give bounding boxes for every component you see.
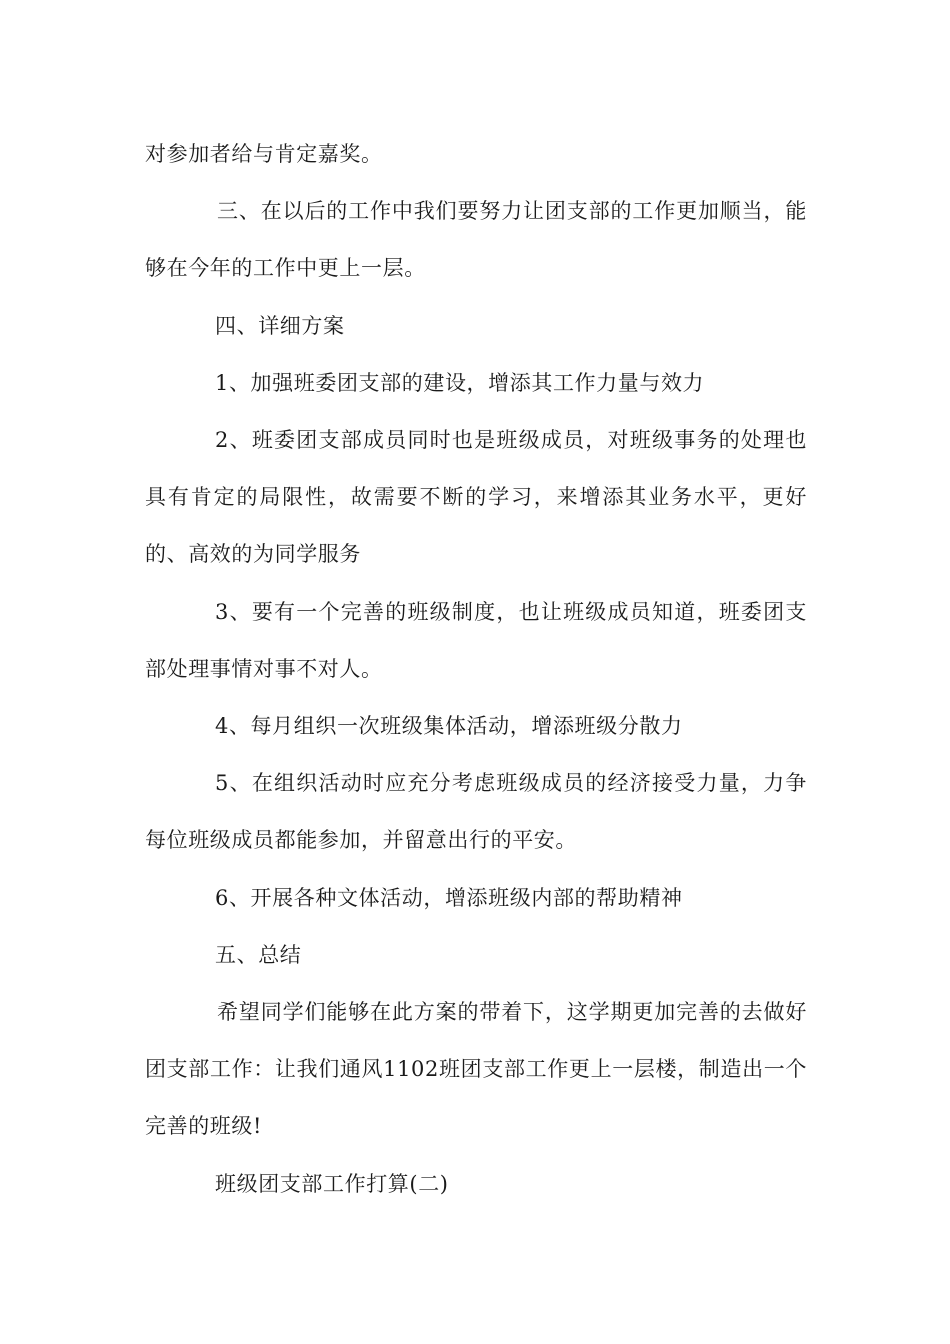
plan-item-1: 1、加强班委团支部的建设，增添其工作力量与效力	[215, 370, 705, 395]
plan-item-3: 3、要有一个完善的班级制度，也让班级成员知道，班委团支部处理事情对事不对人。	[145, 599, 807, 681]
heading-detailed-plan: 四、详细方案	[215, 313, 345, 338]
plan-item-6: 6、开展各种文体活动，增添班级内部的帮助精神	[215, 885, 683, 910]
paragraph-summary: 希望同学们能够在此方案的带着下，这学期更加完善的去做好团支部工作：让我们通风1102班团支部工作更上一层楼，制造出一个完善的班级!	[145, 1000, 807, 1139]
document-body	[145, 126, 807, 1213]
paragraph-award-continuation: 对参加者给与肯定嘉奖。	[145, 142, 383, 166]
heading-work-plan-two: 班级团支部工作打算(二)	[215, 1171, 449, 1196]
paragraph-section-three: 三、在以后的工作中我们要努力让团支部的工作更加顺当，能够在今年的工作中更上一层。	[145, 199, 807, 281]
plan-item-2: 2、班委团支部成员同时也是班级成员，对班级事务的处理也具有肯定的局限性，故需要不断的学习，来增添其业务水平，更好的、高效的为同学服务	[145, 428, 807, 567]
plan-item-5: 5、在组织活动时应充分考虑班级成员的经济接受力量，力争每位班级成员都能参加，并留意出行的平安。	[145, 771, 807, 853]
plan-item-4: 4、每月组织一次班级集体活动，增添班级分散力	[215, 714, 683, 739]
heading-summary: 五、总结	[215, 942, 302, 967]
